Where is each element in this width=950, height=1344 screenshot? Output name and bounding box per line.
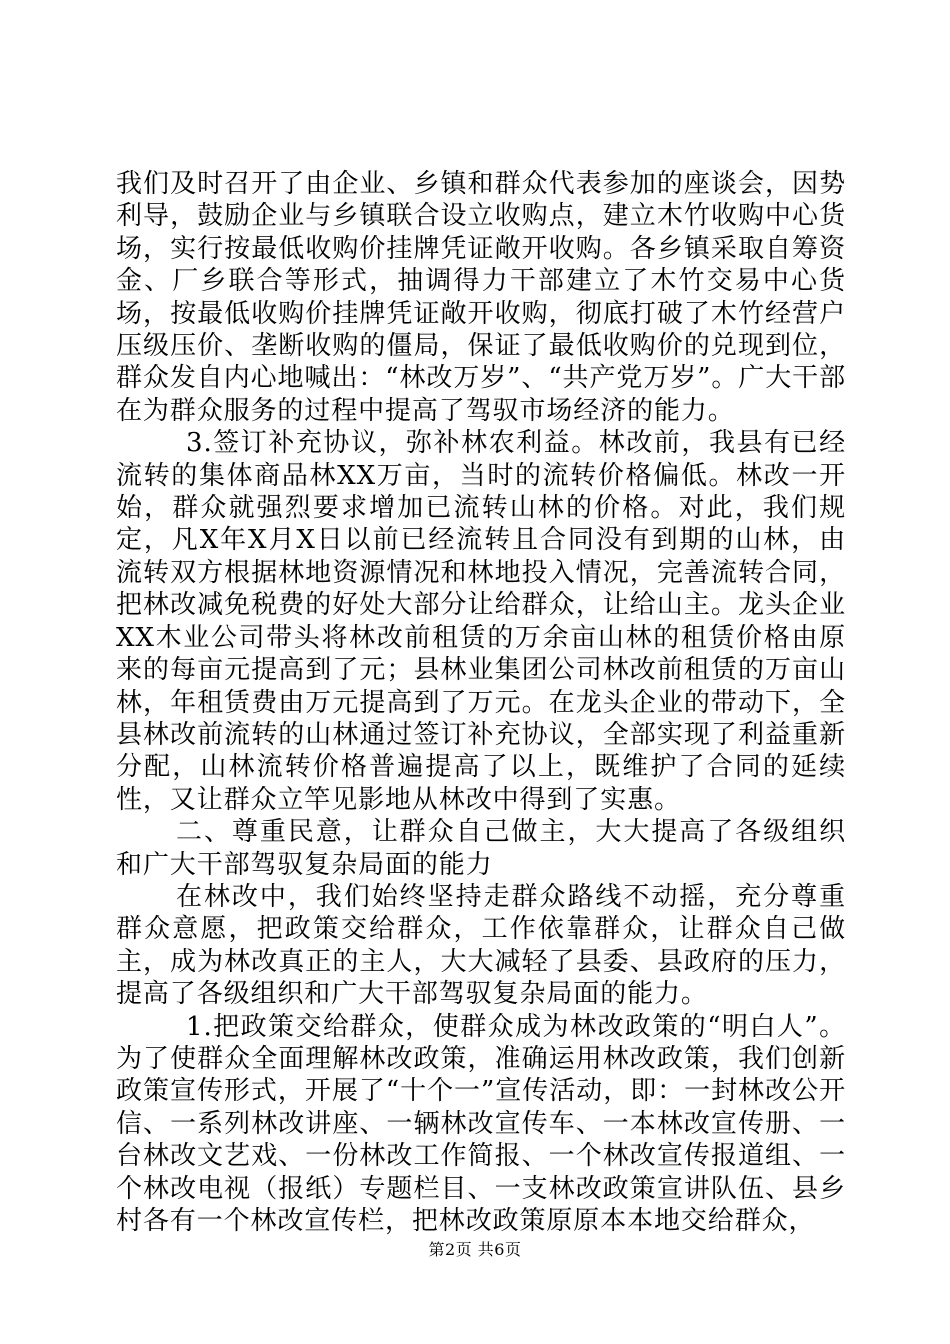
paragraph-point-3: 3.签订补充协议，弥补林农利益。林改前，我县有已经流转的集体商品林XX万亩，当时的流转价格偏低。林改一开始，群众就强烈要求增加已流转山林的价格。对此，我们规定，凡X年X月X日以前已经流转且合同没有到期的山林，由流转双方根据林地资源情况和林地投入情况，完善流转合同，把林改减免税费的好处大部分让给群众，让给山主。龙头企业XX木业公司带头将林改前租赁的万余亩山林的租赁价格由原来的每亩元提高到了元；县林业集团公司林改前租赁的万亩山林，年租赁费由万元提高到了万元。在龙头企业的带动下，全县林改前流转的山林通过签订补充协议，全部实现了利益重新分配，山林流转价格普遍提高了以上，既维护了合同的延续性，又让群众立竿见影地从林改中得到了实惠。 — [116, 428, 846, 815]
paragraph-section-2-intro: 在林改中，我们始终坚持走群众路线不动摇，充分尊重群众意愿，把政策交给群众，工作依靠群众，让群众自己做主，成为林改真正的主人，大大减轻了县委、县政府的压力，提高了各级组织和广大干部驾驭复杂局面的能力。 — [116, 881, 846, 1010]
page-footer: 第2页 共6页 — [428, 1240, 522, 1259]
section-heading-2: 二、尊重民意，让群众自己做主，大大提高了各级组织和广大干部驾驭复杂局面的能力 — [116, 817, 846, 880]
paragraph-point-1: 1.把政策交给群众，使群众成为林改政策的“明白人”。为了使群众全面理解林改政策，准确运用林改政策，我们创新政策宣传形式，开展了“十个一”宣传活动，即：一封林改公开信、一系列林改讲座、一辆林改宣传车、一本林改宣传册、一台林改文艺戏、一份林改工作简报、一个林改宣传报道组、一个林改电视（报纸）专题栏目、一支林改政策宣讲队伍、县乡村各有一个林改宣传栏，把林改政策原原本本地交给群众， — [116, 1011, 846, 1236]
paragraph-continuation: 我们及时召开了由企业、乡镇和群众代表参加的座谈会，因势利导，鼓励企业与乡镇联合设立收购点，建立木竹收购中心货场，实行按最低收购价挂牌凭证敞开收购。各乡镇采取自筹资金、厂乡联合等形式，抽调得力干部建立了木竹交易中心货场，按最低收购价挂牌凭证敞开收购，彻底打破了木竹经营户压级压价、垄断收购的僵局，保证了最低收购价的兑现到位，群众发自内心地喊出：“林改万岁”、“共产党万岁”。广大干部在为群众服务的过程中提高了驾驭市场经济的能力。 — [116, 169, 846, 426]
document-body — [116, 168, 846, 1237]
